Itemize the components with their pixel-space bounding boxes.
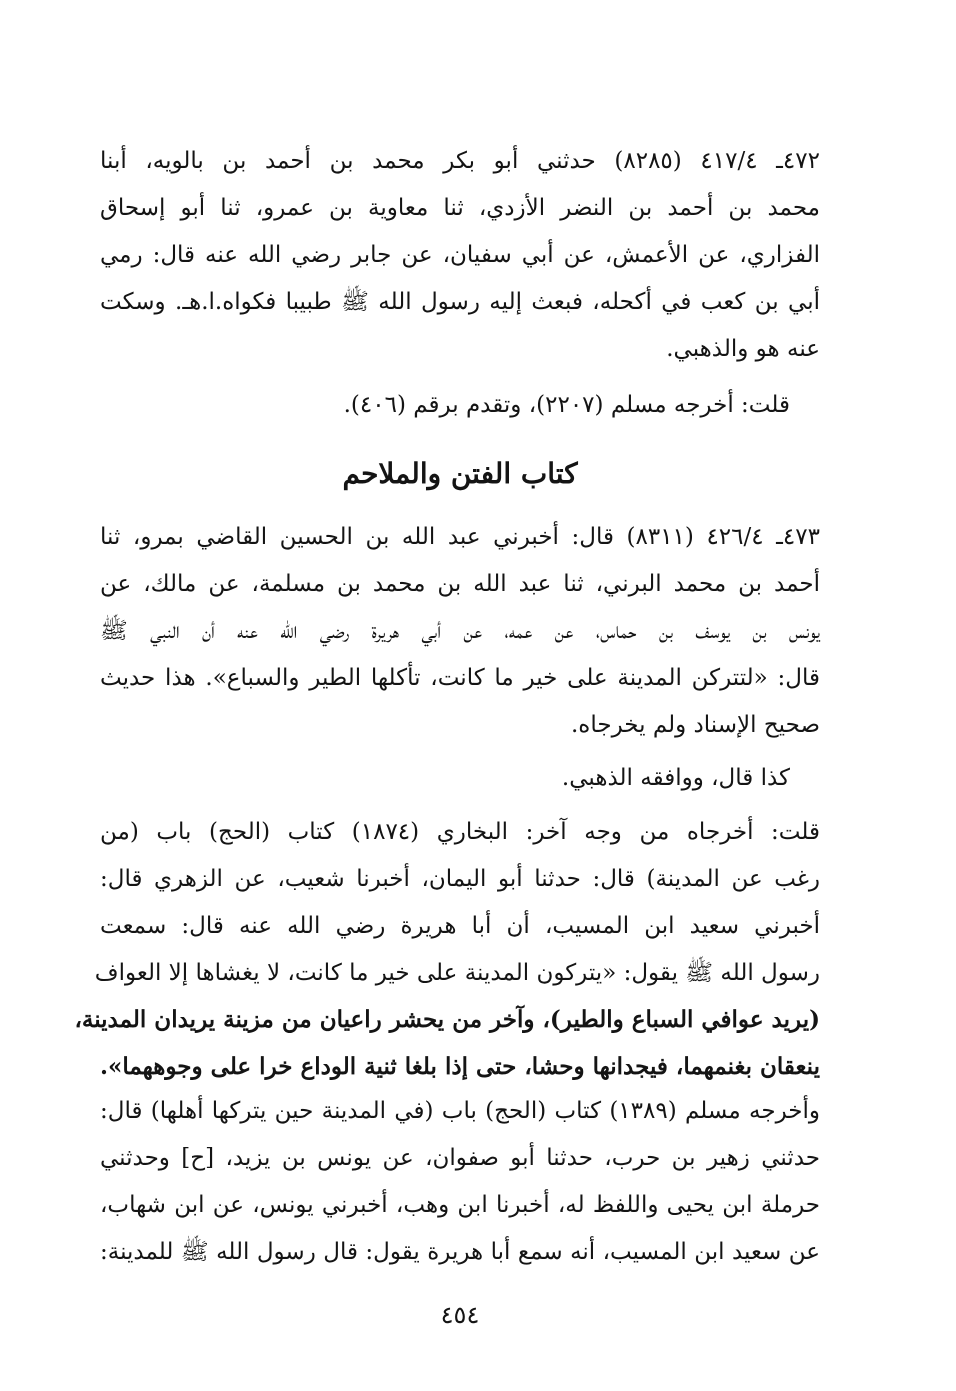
entry-473-note-line-9: حرملة ابن يحيى واللفظ له، أخبرنا ابن وهب، أخبرني يونس، عن ابن شهاب، bbox=[100, 1192, 820, 1218]
entry-473-note-line-4: رسول الله ﷺ يقول: «يتركون المدينة على خير ما كانت، لا يغشاها إلا العواف bbox=[94, 960, 820, 986]
entry-473-remark: كذا قال، ووافقه الذهبي. bbox=[561, 765, 790, 791]
entry-473-note-line-2: رغب عن المدينة) قال: حدثنا أبو اليمان، أخبرنا شعيب، عن الزهري قال: bbox=[100, 866, 820, 892]
entry-473-line-2: أحمد بن محمد البرني، ثنا عبد الله بن محمد بن مسلمة، عن مالك، عن bbox=[100, 571, 820, 597]
entry-473-note-line-5: (يريد عوافي السباع والطير)، وآخر من يحشر راعيان من مزينة يريدان المدينة، bbox=[74, 1006, 820, 1033]
entry-473-line-1: ٤٧٣ـ ٤٢٦/٤ (٨٣١١) قال: أخبرني عبد الله بن الحسين القاضي بمرو، ثنا bbox=[100, 524, 820, 550]
entry-472-note: قلت: أخرجه مسلم (٢٢٠٧)، وتقدم برقم (٤٠٦). bbox=[343, 392, 790, 418]
entry-473-note-line-10: عن سعيد ابن المسيب، أنه سمع أبا هريرة يقول: قال رسول الله ﷺ للمدينة: bbox=[100, 1239, 820, 1265]
entry-473-note-line-7: وأخرجه مسلم (١٣٨٩) كتاب (الحج) باب (في المدينة حين يتركها أهلها) قال: bbox=[100, 1098, 820, 1124]
entry-473-line-3: يونس بن يوسف بن حماس، عن عمه، عن أبي هريرة رضي الله عنه أن النبي ﷺ bbox=[100, 618, 820, 644]
entry-473-note-line-3: أخبرني سعيد ابن المسيب، أن أبا هريرة رضي الله عنه قال: سمعت bbox=[100, 913, 820, 939]
entry-472-line-1: ٤٧٢ـ ٤١٧/٤ (٨٢٨٥) حدثني أبو بكر محمد بن أحمد بن بالويه، أبنا bbox=[100, 148, 820, 174]
entry-473-note-line-1: قلت: أخرجاه من وجه آخر: البخاري (١٨٧٤) كتاب (الحج) باب (من bbox=[100, 819, 820, 845]
section-heading: كتاب الفتن والملاحم bbox=[342, 457, 578, 490]
entry-473-note-line-8: حدثني زهير بن حرب، حدثنا أبو صفوان، عن يونس بن يزيد، [ح] وحدثني bbox=[100, 1145, 820, 1171]
page-number: ٤٥٤ bbox=[440, 1301, 480, 1329]
entry-472-line-2: محمد بن أحمد بن النضر الأزدي، ثنا معاوية بن عمرو، ثنا أبو إسحاق bbox=[100, 195, 820, 221]
entry-473-note-line-6: ينعقان بغنمهما، فيجدانها وحشا، حتى إذا بلغا ثنية الوداع خرا على وجوههما». bbox=[100, 1053, 820, 1080]
entry-472-line-4: أبي بن كعب في أكحله، فبعث إليه رسول الله ﷺ طبيبا فكواه.ا.هـ. وسكت bbox=[100, 289, 820, 315]
entry-472-line-5: عنه هو والذهبي. bbox=[666, 336, 820, 362]
entry-473-line-4: قال: «لتتركن المدينة على خير ما كانت، تأكلها الطير والسباع». هذا حديث bbox=[100, 665, 820, 691]
entry-473-line-5: صحيح الإسناد ولم يخرجاه. bbox=[570, 712, 820, 738]
book-page bbox=[74, 0, 820, 1391]
entry-472-line-3: الفزاري، عن الأعمش، عن أبي سفيان، عن جابر رضي الله عنه قال: رمي bbox=[100, 242, 820, 268]
